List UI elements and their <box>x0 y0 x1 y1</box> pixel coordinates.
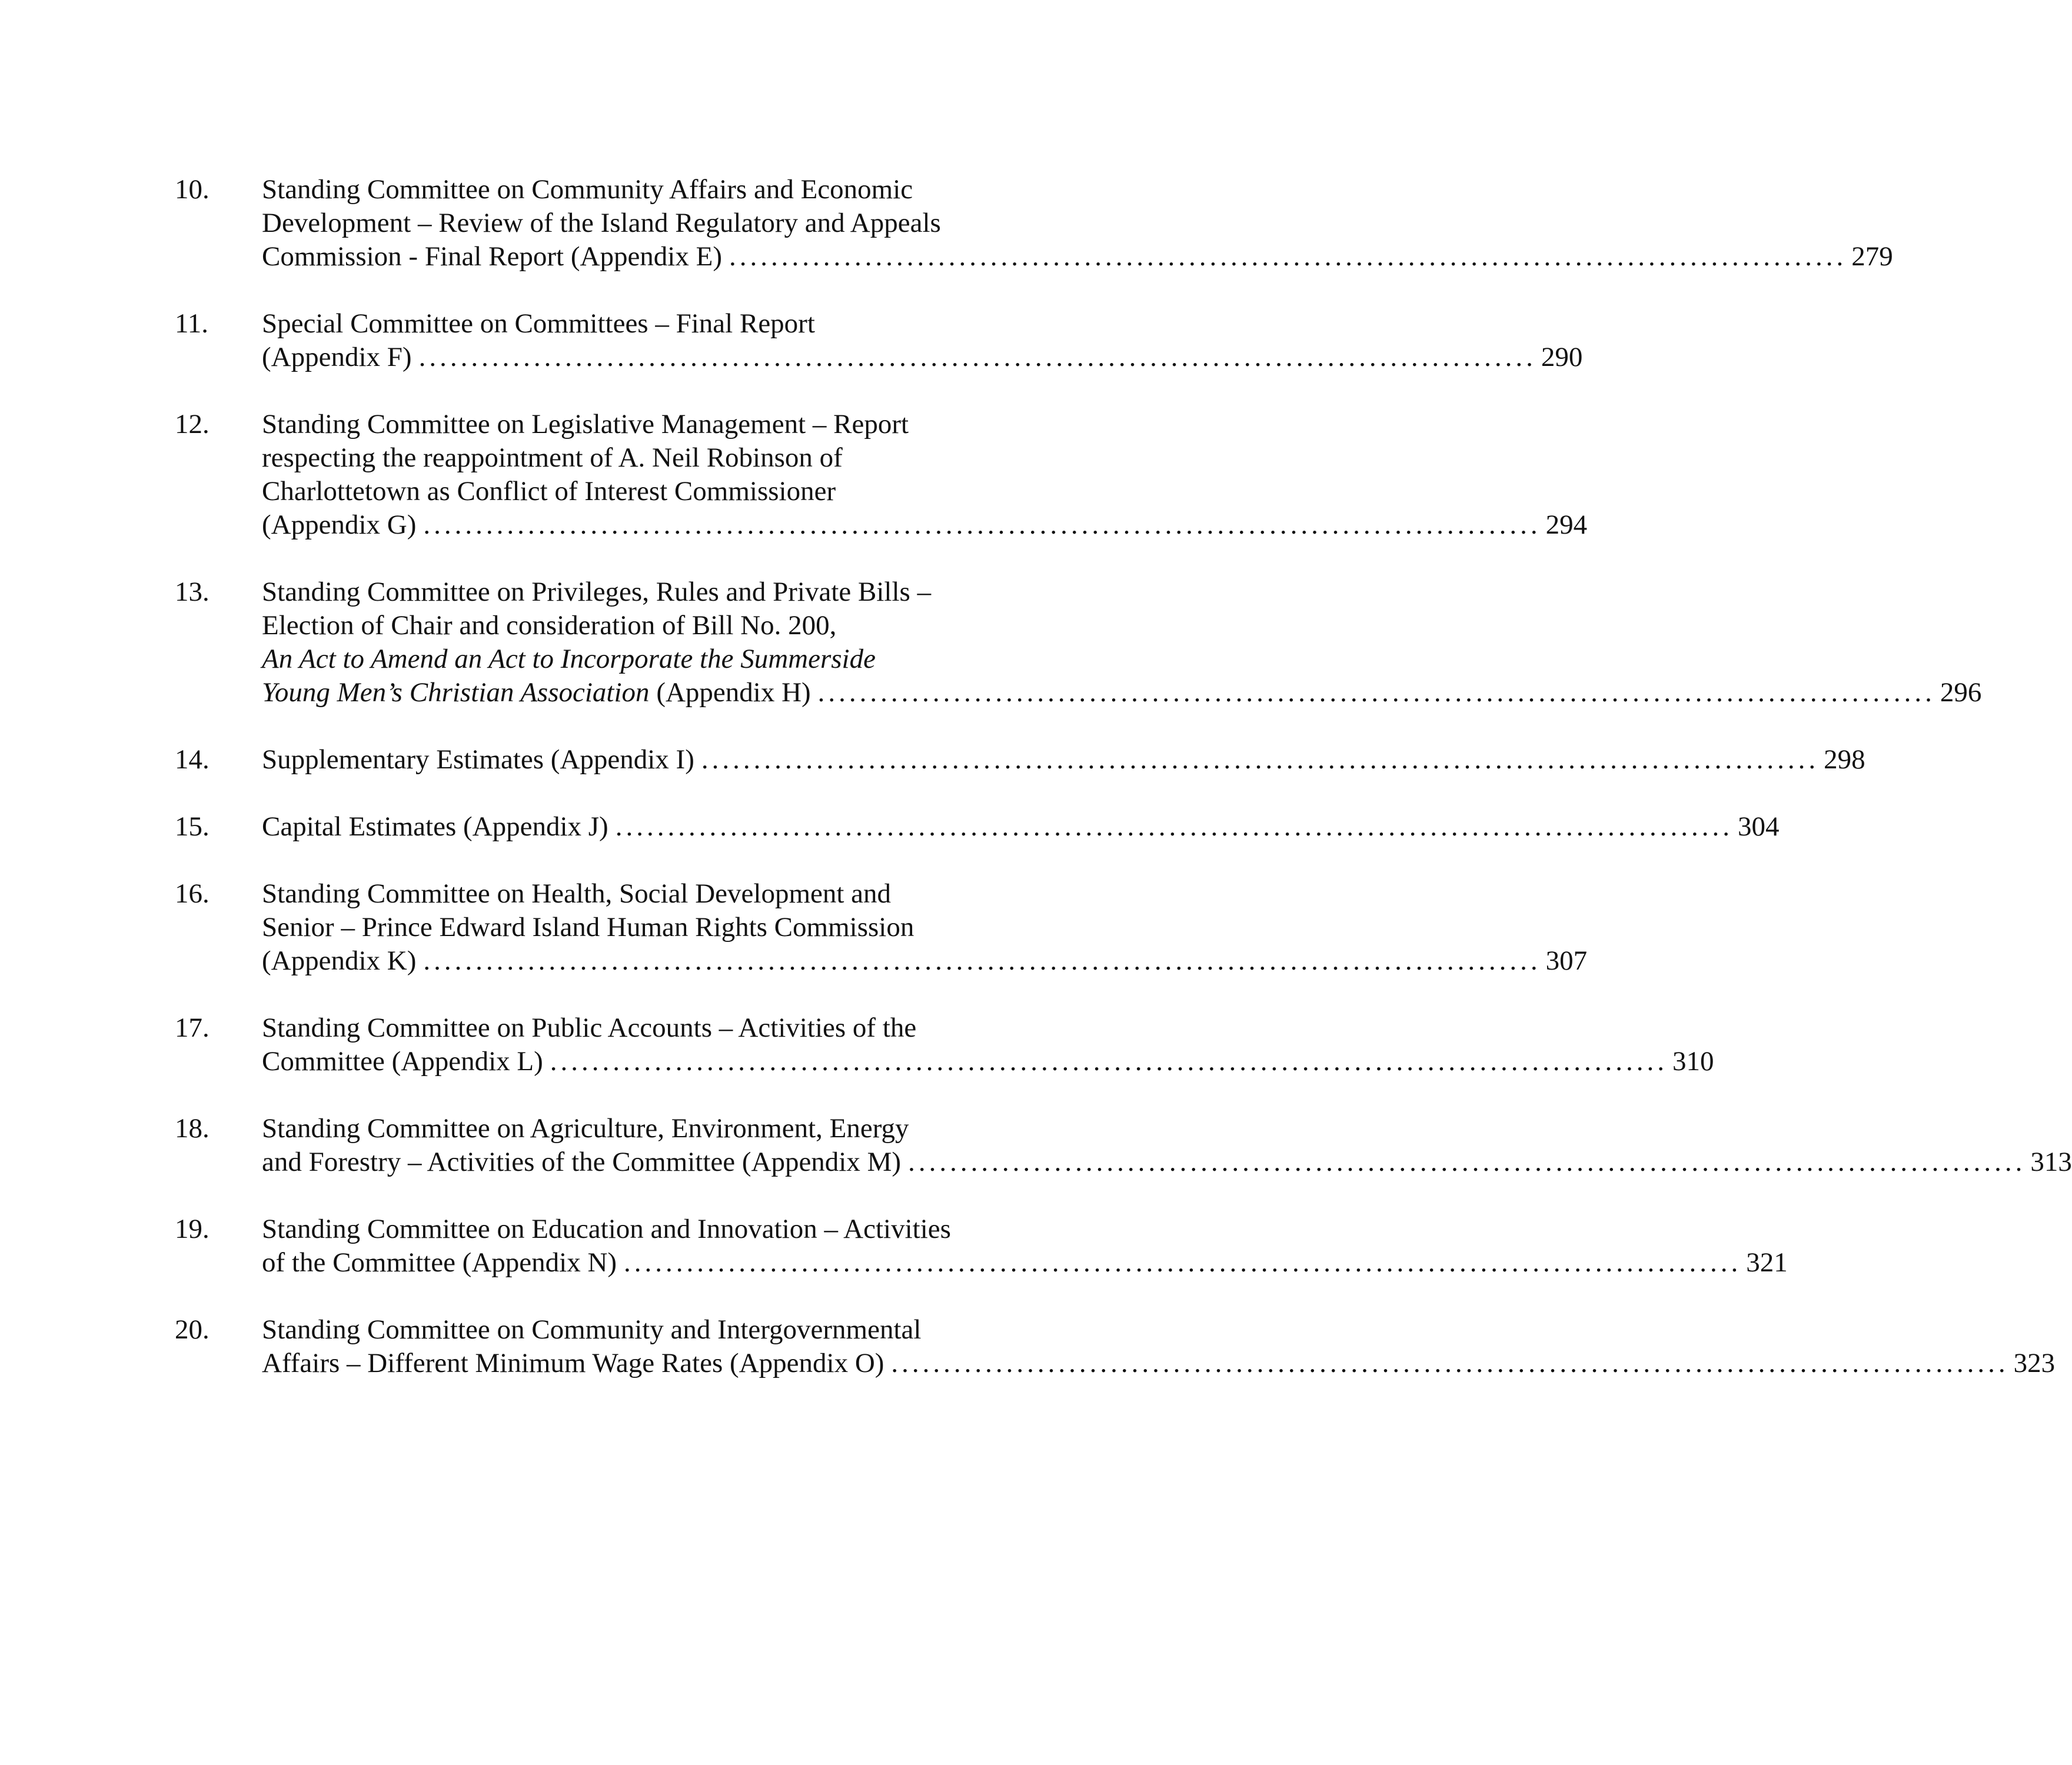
toc-entry-11 <box>175 307 1583 374</box>
page-number: 323 <box>2013 1348 2056 1378</box>
entry-italic-title: Young Men’s Christian Association <box>262 677 650 708</box>
entry-number: 17. <box>175 1013 209 1043</box>
toc-entry-14 <box>175 743 1865 777</box>
entry-title-line: Standing Committee on Agriculture, Environment, Energy <box>262 1113 909 1144</box>
entry-title-line: (Appendix G) <box>262 509 417 540</box>
dot-leader: ........................................................................................................... <box>729 241 1847 272</box>
entry-title-line: Supplementary Estimates (Appendix I) <box>262 744 694 775</box>
entry-last-line <box>262 1347 2056 1380</box>
entry-last-line <box>262 810 1780 844</box>
entry-title-line: Charlottetown as Conflict of Interest Commissioner <box>262 476 836 507</box>
entry-last-line <box>262 1246 1788 1280</box>
entry-number: 13. <box>175 577 209 607</box>
toc-entry-17 <box>175 1011 1714 1078</box>
entry-body <box>262 173 1893 274</box>
entry-title-line: Standing Committee on Education and Innovation – Activities <box>262 1214 951 1244</box>
toc-entry-18 <box>175 1112 2072 1179</box>
entry-title-line: and Forestry – Activities of the Committee (Appendix M) <box>262 1147 902 1177</box>
entry-number: 16. <box>175 878 209 909</box>
entry-title-line: Commission - Final Report (Appendix E) <box>262 241 722 272</box>
entry-title-line: of the Committee (Appendix N) <box>262 1247 617 1278</box>
entry-body <box>262 1313 2056 1380</box>
table-of-contents <box>175 173 2072 1380</box>
toc-entry-15 <box>175 810 1780 844</box>
entry-body <box>262 1213 1788 1280</box>
dot-leader: ........................................................................................................... <box>418 342 1536 372</box>
entry-title-line: Committee (Appendix L) <box>262 1046 543 1077</box>
entry-number: 10. <box>175 174 209 205</box>
entry-body <box>262 575 1982 710</box>
entry-number: 14. <box>175 744 209 775</box>
dot-leader: ........................................................................................................... <box>891 1348 2009 1378</box>
entry-last-line <box>262 508 1588 542</box>
dot-leader: ........................................................................................................... <box>423 945 1541 976</box>
entry-body <box>262 1112 2072 1179</box>
entry-number: 12. <box>175 409 209 439</box>
page-number: 298 <box>1824 744 1865 775</box>
entry-title-line: Standing Committee on Community and Intergovernmental <box>262 1314 922 1345</box>
entry-number: 18. <box>175 1113 209 1144</box>
toc-entry-19 <box>175 1213 1788 1280</box>
entry-last-line <box>262 676 1982 710</box>
entry-title-suffix: (Appendix H) <box>649 677 811 708</box>
entry-title-line: Standing Committee on Legislative Management – Report <box>262 409 909 439</box>
entry-title-line-group <box>262 676 811 710</box>
page-number: 296 <box>1940 677 1982 708</box>
entry-title-line: Capital Estimates (Appendix J) <box>262 811 608 842</box>
entry-last-line <box>262 743 1865 777</box>
toc-entry-16 <box>175 877 1588 978</box>
entry-last-line <box>262 240 1893 274</box>
entry-body <box>262 877 1588 978</box>
entry-title-line: Standing Committee on Health, Social Development and <box>262 878 892 909</box>
entry-body <box>262 408 1588 542</box>
page-number: 313 <box>2030 1147 2072 1177</box>
entry-title-line: Standing Committee on Privileges, Rules and Private Bills – <box>262 577 932 607</box>
entry-number: 15. <box>175 811 209 842</box>
dot-leader: ........................................................................................................... <box>908 1147 2026 1177</box>
entry-title-line: Standing Committee on Community Affairs and Economic <box>262 174 913 205</box>
entry-title-line: Affairs – Different Minimum Wage Rates (Appendix O) <box>262 1348 884 1378</box>
page-number: 279 <box>1851 241 1893 272</box>
toc-entry-10 <box>175 173 1893 274</box>
entry-title-line: Election of Chair and consideration of Bill No. 200, <box>262 610 837 641</box>
dot-leader: ........................................................................................................... <box>550 1046 1668 1077</box>
dot-leader: ........................................................................................................... <box>624 1247 1742 1278</box>
entry-title-line: (Appendix F) <box>262 342 412 372</box>
entry-italic-title-line: An Act to Amend an Act to Incorporate the Summerside <box>262 644 876 674</box>
page-number: 290 <box>1541 342 1583 372</box>
page-number: 294 <box>1545 509 1588 540</box>
entry-last-line <box>262 944 1588 978</box>
entry-last-line <box>262 1045 1714 1078</box>
entry-title-line: (Appendix K) <box>262 945 417 976</box>
toc-entry-20 <box>175 1313 2056 1380</box>
page-number: 304 <box>1737 811 1780 842</box>
entry-number: 11. <box>175 308 209 339</box>
toc-entry-12 <box>175 408 1588 542</box>
entry-last-line <box>262 341 1583 374</box>
entry-body <box>262 1011 1714 1078</box>
dot-leader: ........................................................................................................... <box>701 744 1820 775</box>
entry-number: 20. <box>175 1314 209 1345</box>
entry-body <box>262 307 1583 374</box>
entry-title-line: Senior – Prince Edward Island Human Rights Commission <box>262 912 914 943</box>
entry-body <box>262 743 1865 777</box>
entry-last-line <box>262 1145 2072 1179</box>
page-number: 321 <box>1746 1247 1788 1278</box>
entry-number: 19. <box>175 1214 209 1244</box>
entry-title-line: Standing Committee on Public Accounts – Activities of the <box>262 1013 917 1043</box>
toc-entry-13 <box>175 575 1982 710</box>
entry-title-line: respecting the reappointment of A. Neil Robinson of <box>262 442 843 473</box>
entry-title-line: Special Committee on Committees – Final Report <box>262 308 815 339</box>
dot-leader: ........................................................................................................... <box>423 509 1541 540</box>
dot-leader: ........................................................................................................... <box>615 811 1733 842</box>
page-number: 310 <box>1672 1046 1714 1077</box>
dot-leader: ........................................................................................................... <box>817 677 1935 708</box>
entry-body <box>262 810 1780 844</box>
page-number: 307 <box>1545 945 1588 976</box>
entry-title-line: Development – Review of the Island Regulatory and Appeals <box>262 208 941 238</box>
